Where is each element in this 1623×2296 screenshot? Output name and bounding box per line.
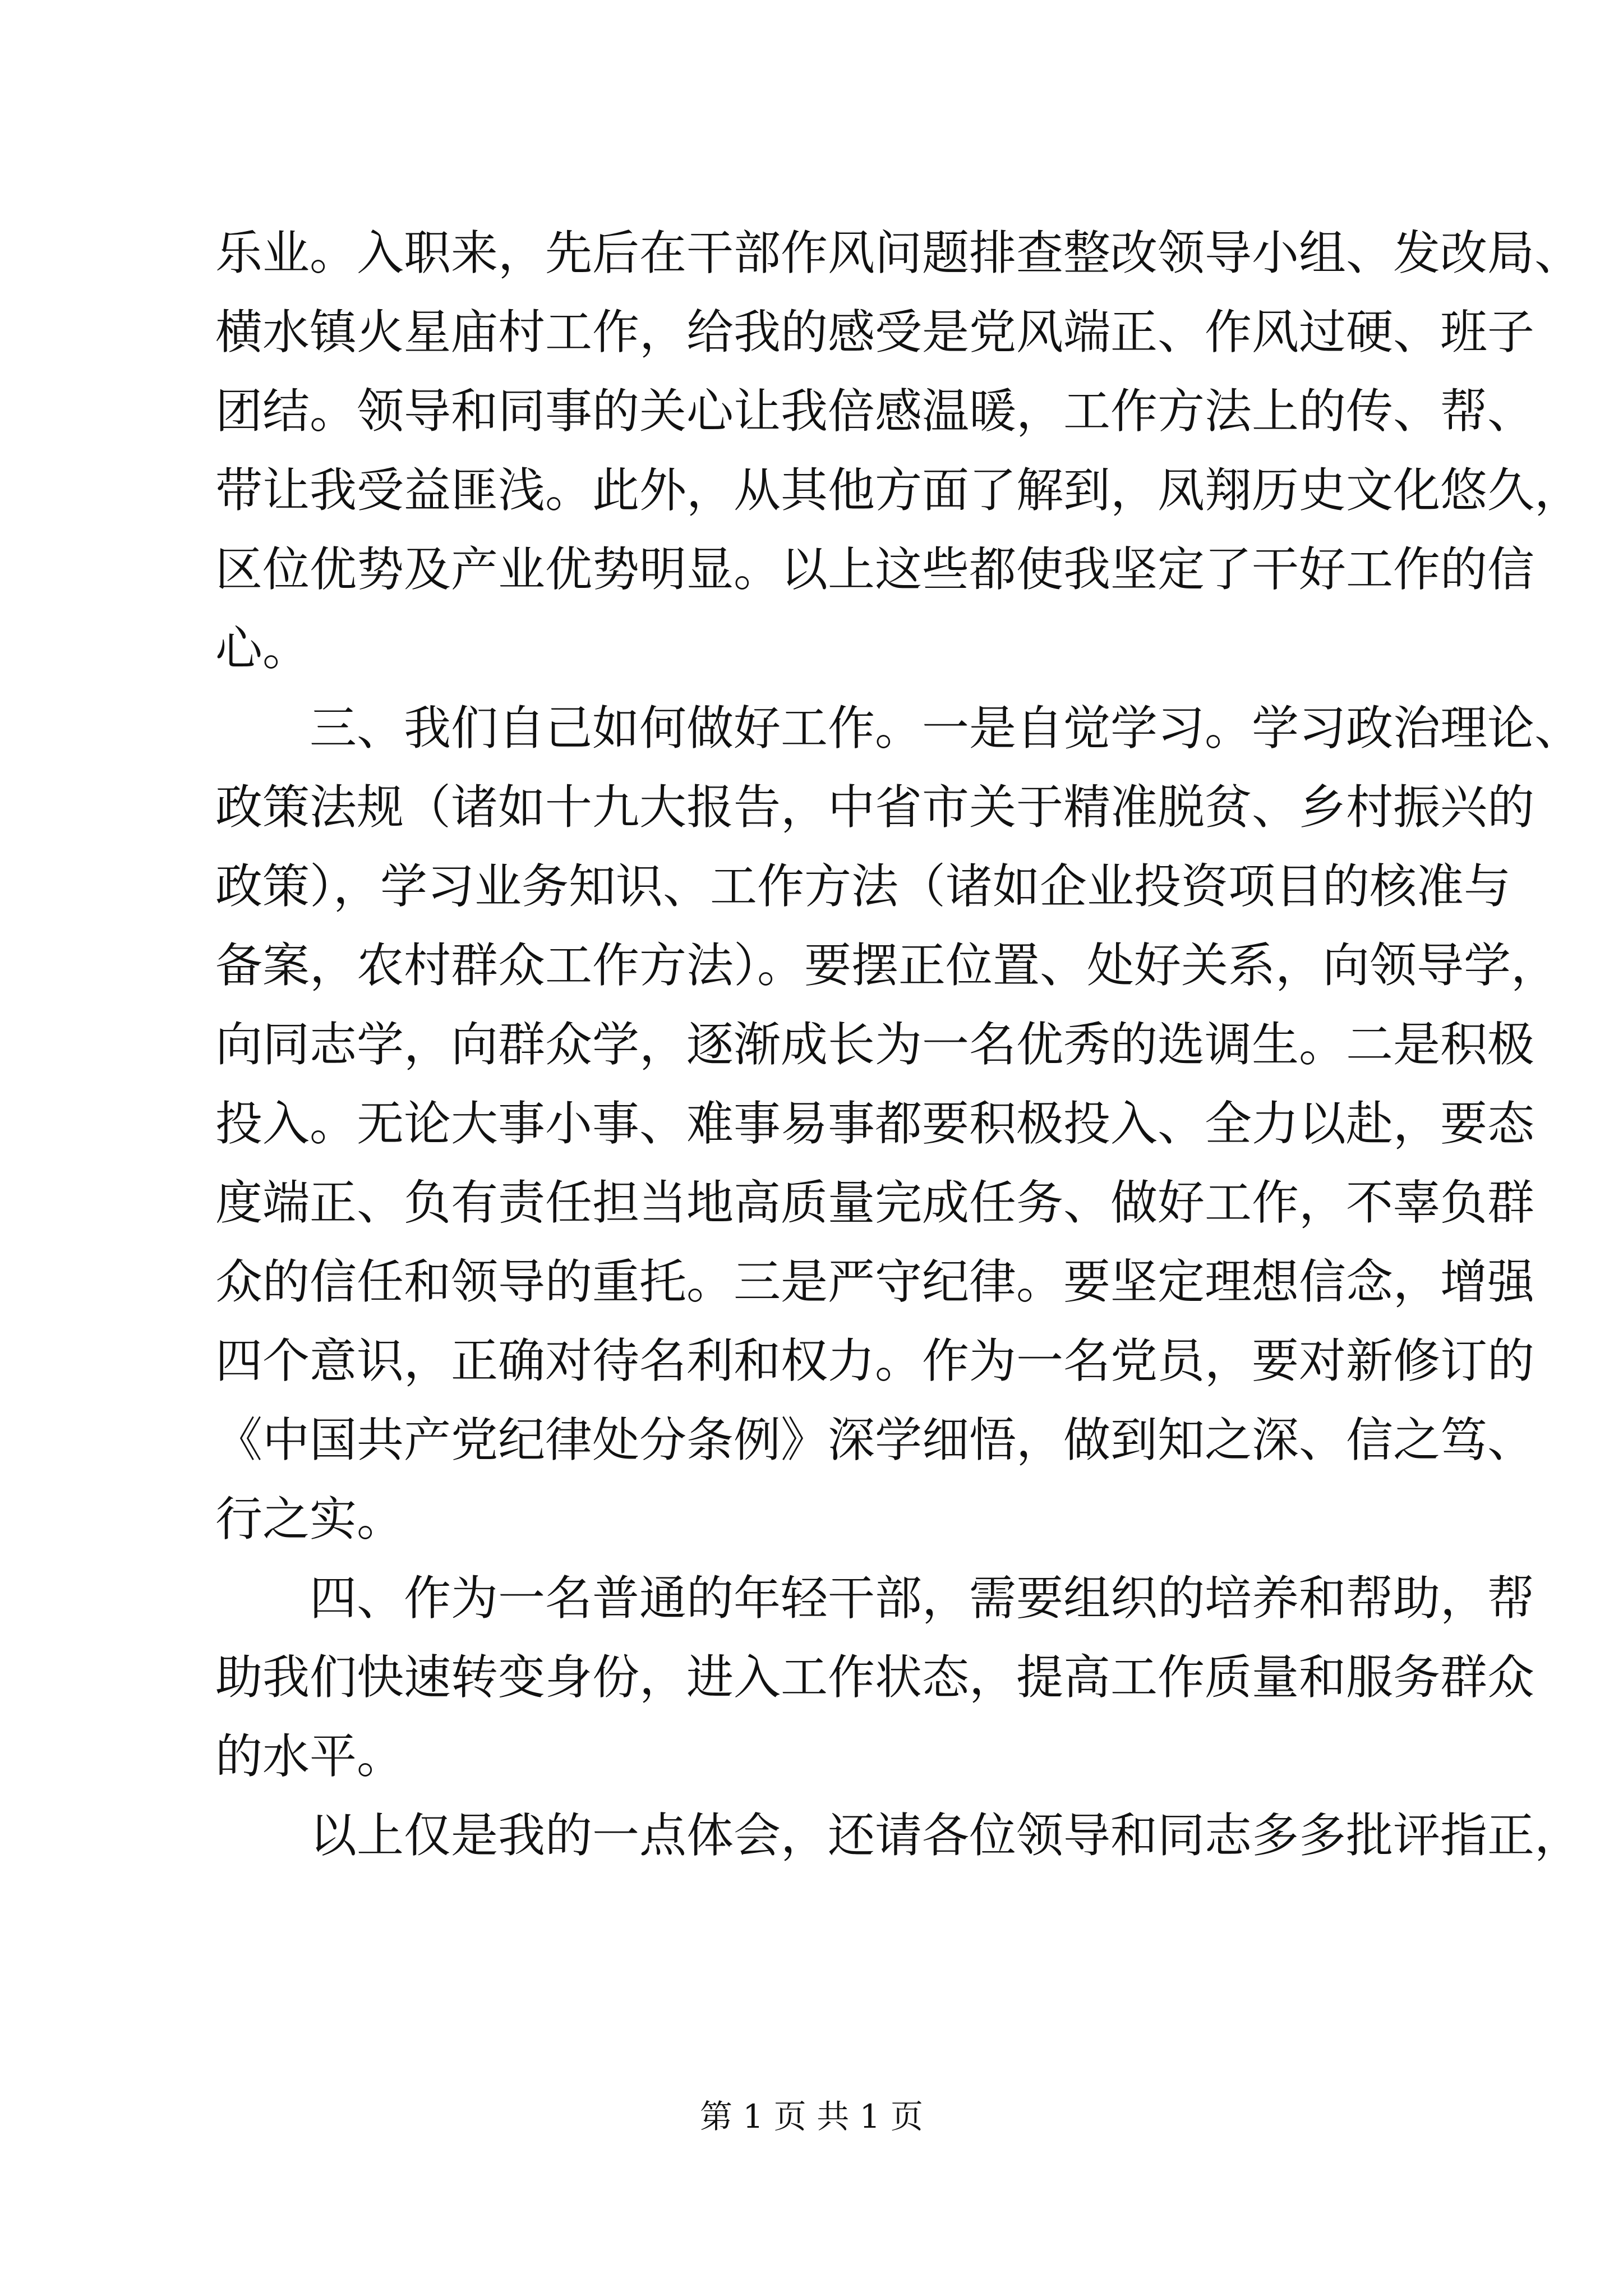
text-line: 政策），学习业务知识、工作方法（诸如企业投资项目的核准与	[215, 859, 1511, 914]
text-line: 度端正、负有责任担当地高质量完成任务、做好工作，不辜负群	[215, 1175, 1535, 1230]
text-line: 政策法规（诸如十九大报告，中省市关于精准脱贫、乡村振兴的	[215, 780, 1535, 835]
text-line: 四、作为一名普通的年轻干部，需要组织的培养和帮助，帮	[215, 1571, 1535, 1626]
text-line: 备案，农村群众工作方法）。要摆正位置、处好关系，向领导学，	[215, 938, 1559, 993]
text-line: 区位优势及产业优势明显。以上这些都使我坚定了干好工作的信	[215, 542, 1535, 597]
text-line: 的水平。	[215, 1729, 404, 1784]
text-line: 行之实。	[215, 1492, 404, 1547]
text-line: 四个意识，正确对待名利和权力。作为一名党员，要对新修订的	[215, 1333, 1535, 1388]
text-line: 众的信任和领导的重托。三是严守纪律。要坚定理想信念，增强	[215, 1254, 1535, 1309]
text-line: 团结。领导和同事的关心让我倍感温暖，工作方法上的传、帮、	[215, 384, 1535, 439]
text-line: 三、我们自己如何做好工作。一是自觉学习。学习政治理论、	[215, 701, 1582, 756]
text-line: 心。	[215, 621, 310, 676]
text-line: 横水镇火星庙村工作，给我的感受是党风端正、作风过硬、班子	[215, 305, 1535, 360]
text-line: 向同志学，向群众学，逐渐成长为一名优秀的选调生。二是积极	[215, 1017, 1535, 1072]
text-line: 《中国共产党纪律处分条例》深学细悟，做到知之深、信之笃、	[215, 1412, 1535, 1467]
text-line: 带让我受益匪浅。此外，从其他方面了解到，凤翔历史文化悠久，	[215, 463, 1582, 518]
text-line: 投入。无论大事小事、难事易事都要积极投入、全力以赴，要态	[215, 1096, 1535, 1151]
text-line: 助我们快速转变身份，进入工作状态，提高工作质量和服务群众	[215, 1650, 1535, 1705]
text-line: 乐业。入职来，先后在干部作风问题排查整改领导小组、发改局、	[215, 226, 1582, 280]
page-number-footer: 第 1 页 共 1 页	[700, 2097, 923, 2136]
text-line: 以上仅是我的一点体会，还请各位领导和同志多多批评指正，	[215, 1808, 1582, 1863]
